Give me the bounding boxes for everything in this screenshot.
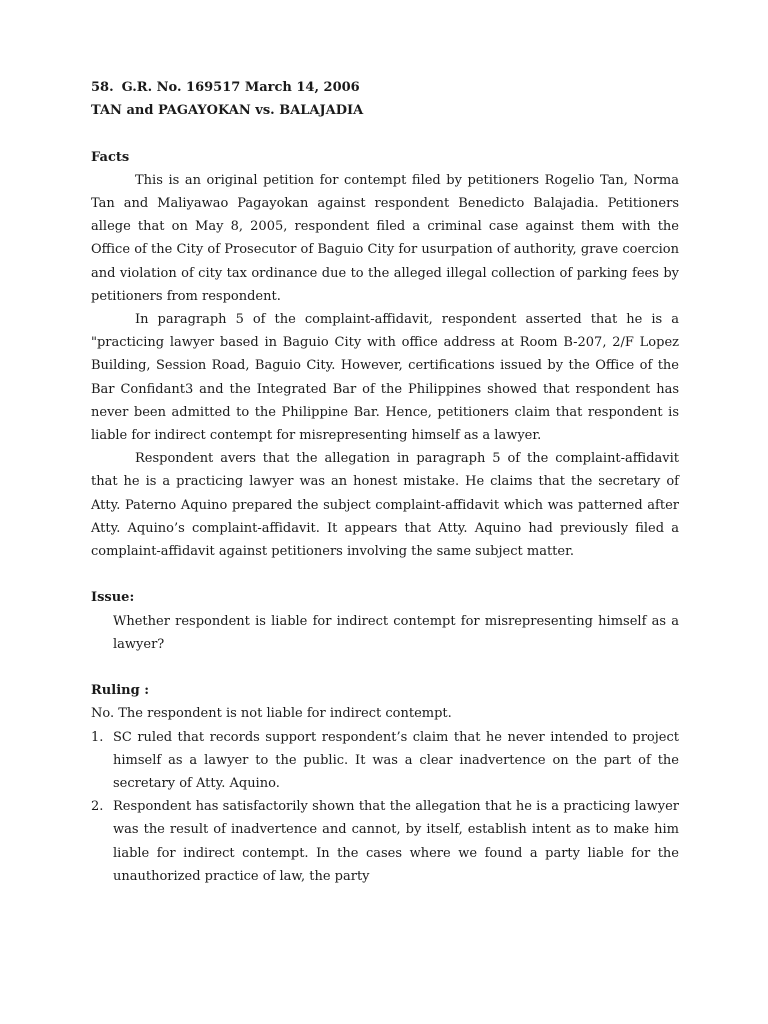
ruling-item-marker: 2.	[91, 799, 104, 815]
ruling-item	[91, 726, 679, 796]
issue-heading: Issue:	[91, 590, 135, 606]
facts-paragraph-3: Respondent avers that the allegation in paragraph 5 of the complaint-affidavit that he is a practicing lawyer was an honest mistake. He claims that the secretary of Atty. Paterno Aquino prepared the subject complaint-affidavit which was patterned after Atty. Aquino’s complaint-affidavit. It appears that Atty. Aquino had previously filed a complaint-affidavit against petitioners involving the same subject matter.	[91, 451, 679, 560]
ruling-item-marker: 1.	[91, 729, 104, 745]
ruling-item-text: SC ruled that records support respondent’s claim that he never intended to project himself as a lawyer to the public. It was a clear inadvertence on the part of the secretary of Atty. Aquino.	[113, 729, 679, 792]
ruling-list	[91, 726, 679, 888]
ruling-item-text: Respondent has satisfactorily shown that the allegation that he is a practicing lawyer was the result of inadvertence and cannot, by itself, establish intent as to make him liable for indirect contempt. In the cases where we found a party liable for the unauthorized practice of law, the party	[113, 799, 679, 884]
case-parties: TAN and PAGAYOKAN vs. BALAJADIA	[91, 103, 364, 119]
issue-text: Whether respondent is liable for indirect contempt for misrepresenting himself as a lawyer?	[113, 613, 679, 652]
case-number: 58.	[91, 80, 114, 95]
facts-heading: Facts	[91, 149, 130, 165]
ruling-heading: Ruling :	[91, 683, 149, 699]
gr-number: G.R. No. 169517 March 14, 2006	[121, 80, 360, 95]
ruling-intro: No. The respondent is not liable for indirect contempt.	[91, 706, 452, 722]
ruling-item	[91, 795, 679, 888]
facts-paragraph-2: In paragraph 5 of the complaint-affidavit, respondent asserted that he is a "practicing lawyer based in Baguio City with office address at Room B-207, 2/F Lopez Building, Session Road, Baguio City. However, certifications issued by the Office of the Bar Confidant3 and the Integrated Bar of the Philippines showed that respondent has never been admitted to the Philippine Bar. Hence, petitioners claim that respondent is liable for indirect contempt for misrepresenting himself as a lawyer.	[91, 312, 679, 444]
facts-paragraph-1: This is an original petition for contempt filed by petitioners Rogelio Tan, Norma Tan and Maliyawao Pagayokan against respondent Benedicto Balajadia. Petitioners allege that on May 8, 2005, respondent filed a criminal case against them with the Office of the City of Prosecutor of Baguio City for usurpation of authority, grave coercion and violation of city tax ordinance due to the alleged illegal collection of parking fees by petitioners from respondent.	[91, 172, 679, 304]
case-digest-page	[91, 76, 679, 888]
case-citation	[91, 76, 679, 99]
